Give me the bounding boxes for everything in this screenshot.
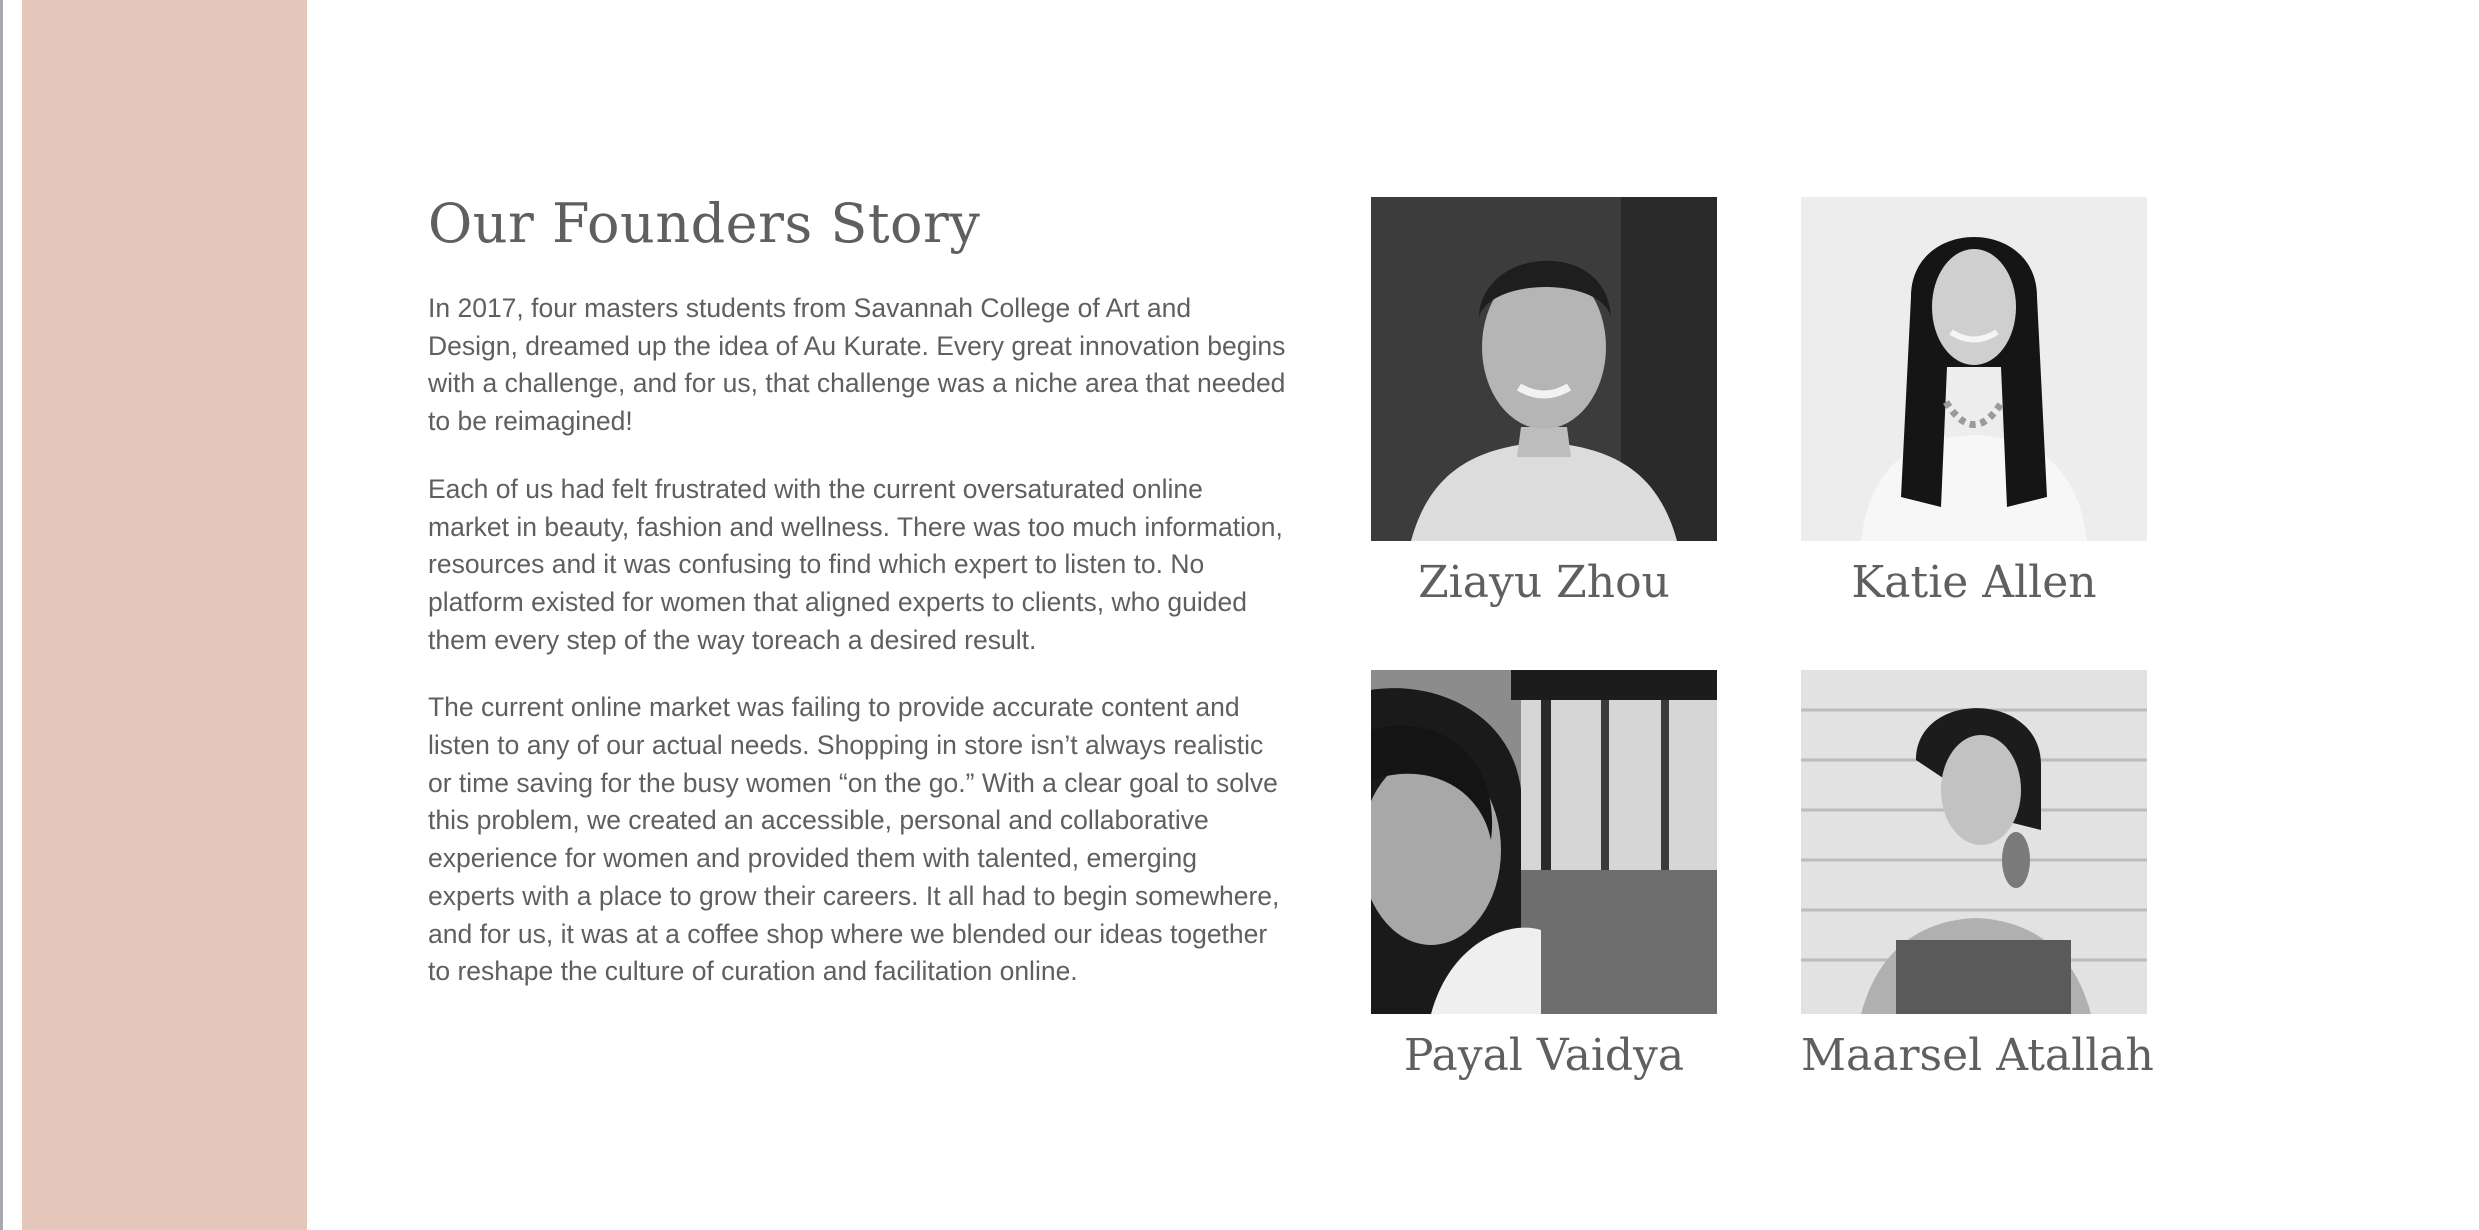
founder-photo (1371, 670, 1717, 1014)
founders-story-text (428, 290, 1288, 1021)
founder-card (1801, 670, 2154, 1081)
portrait-photo (1801, 670, 2147, 1014)
founder-name: Ziayu Zhou (1418, 557, 1670, 608)
founder-photo (1801, 670, 2147, 1014)
founder-card (1801, 197, 2147, 608)
founder-card (1371, 197, 1717, 608)
accent-sidebar (22, 0, 307, 1230)
founder-name: Payal Vaidya (1403, 1030, 1685, 1081)
founder-name: Katie Allen (1851, 557, 2097, 608)
founder-name: Maarsel Atallah (1801, 1030, 2154, 1081)
portrait-photo (1371, 670, 1717, 1014)
story-paragraph-3: The current online market was failing to provide accurate content and listen to any of our actual needs. Shopping in store isn’t always realistic or time saving for the busy women “on the go.” With a clear goal to solve this problem, we created an accessible, personal and collaborative experience for women and provided them with talented, emerging experts with a place to grow their careers. It all had to begin somewhere, and for us, it was at a coffee shop where we blended our ideas together to reshape the culture of curation and facilitation online. (428, 692, 1280, 987)
left-edge-rule (0, 0, 3, 1230)
portrait-photo (1371, 197, 1717, 541)
portrait-photo (1801, 197, 2147, 541)
founder-photo (1371, 197, 1717, 541)
section-title: Our Founders Story (428, 192, 981, 255)
founder-card (1371, 670, 1717, 1081)
founder-photo (1801, 197, 2147, 541)
story-paragraph-1: In 2017, four masters students from Savannah College of Art and Design, dreamed up the idea of Au Kurate. Every great innovation begins with a challenge, and for us, that challenge was a niche area that needed to be reimagined! (428, 293, 1286, 437)
story-paragraph-2: Each of us had felt frustrated with the current oversaturated online market in beauty, fashion and wellness. There was too much information, resources and it was confusing to find which expert to listen to. No platform existed for women that aligned experts to clients, who guided them every step of the way toreach a desired result. (428, 473, 1283, 655)
